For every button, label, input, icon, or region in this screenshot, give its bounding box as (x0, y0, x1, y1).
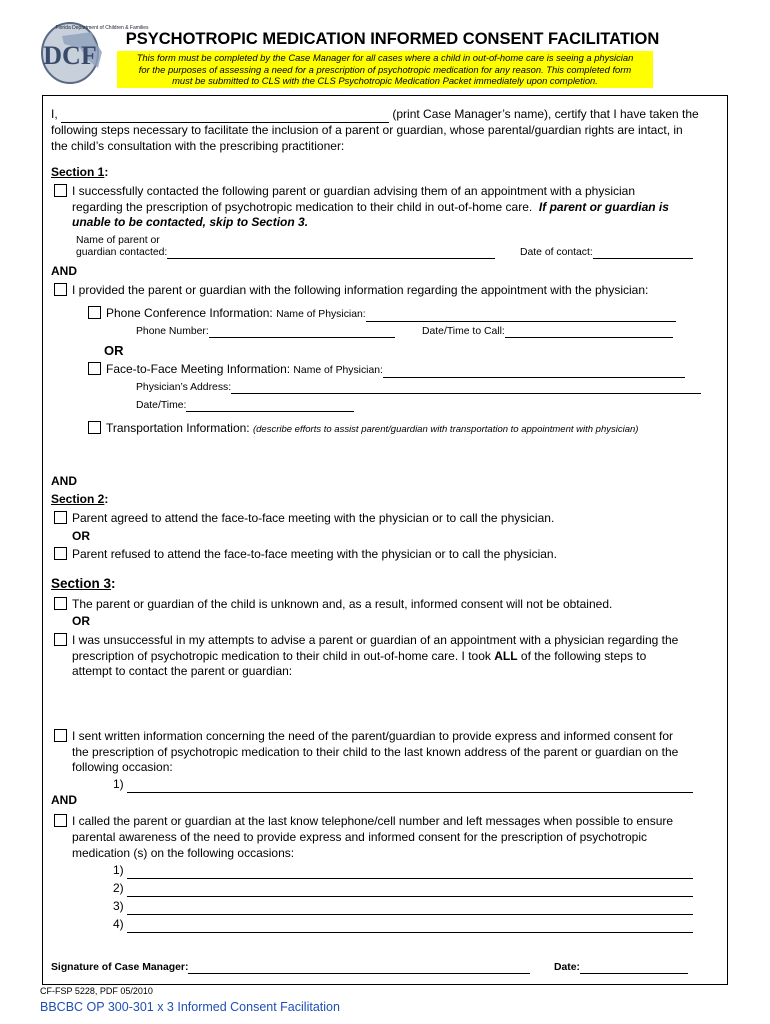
section2-heading: Section 2: (51, 492, 109, 506)
and-label: AND (51, 793, 77, 807)
and-label: AND (51, 474, 77, 488)
section1-contacted-checkbox[interactable] (54, 184, 67, 197)
called-text: I called the parent or guardian at the last know telephone/cell number and left messages when possible to ensure (72, 814, 674, 828)
call-occasion-row: 4) (113, 917, 693, 933)
signature-date-row: Date: (554, 962, 688, 974)
logo-text: Florida Department of Children & Families (55, 25, 149, 31)
physician-address-row: Physician’s Address: (136, 382, 701, 394)
datetime-field[interactable] (186, 400, 354, 412)
or-label: OR (72, 614, 90, 628)
face-to-face-checkbox[interactable] (88, 362, 101, 375)
call-occasion-row: 2) (113, 881, 693, 897)
section1-provided-text: I provided the parent or guardian with the following information regarding the appointment with the physician: (72, 283, 649, 297)
datetime-call-field[interactable] (505, 326, 673, 338)
written-info-text: I sent written information concerning the need of the parent/guardian to provide express and informed consent for (72, 729, 674, 743)
form-id: CF-FSP 5228, PDF 05/2010 (40, 986, 153, 996)
call-occasion-field[interactable] (127, 885, 693, 897)
section1-skip-note: unable to be contacted, skip to Section 3. (72, 215, 309, 229)
phone-number-field[interactable] (209, 326, 395, 338)
transportation-checkbox[interactable] (88, 421, 101, 434)
physician-address-field[interactable] (231, 382, 701, 394)
banner-line: This form must be completed by the Case Manager for all cases where a child in out-of-home care is seeing a physician (136, 52, 634, 63)
date-contact-row: Date of contact: (520, 247, 693, 259)
unsuccessful-checkbox[interactable] (54, 633, 67, 646)
intro-line2: following steps necessary to facilitate the inclusion of a parent or guardian, whose parental/guardian rights are intact, in (51, 123, 683, 137)
page-title: PSYCHOTROPIC MEDICATION INFORMED CONSENT FACILITATION (125, 30, 660, 48)
section1-heading: Section 1: (51, 165, 109, 179)
section1-contacted-text2: regarding the prescription of psychotropic medication to their child in out-of-home care. If parent or guardian is (72, 200, 669, 214)
parent-name-row: guardian contacted: (76, 247, 495, 259)
instructions-banner (117, 51, 653, 88)
or-label: OR (104, 343, 124, 358)
unsuccessful-text2: prescription of psychotropic medication to their child in out-of-home care. I took ALL of the following steps to (72, 649, 647, 663)
date-contact-field[interactable] (593, 247, 693, 259)
section1-provided-checkbox[interactable] (54, 283, 67, 296)
call-occasion-row: 3) (113, 899, 693, 915)
f2f-physician-field[interactable] (383, 366, 685, 378)
signature-field[interactable] (188, 962, 530, 974)
case-manager-name-field[interactable] (61, 111, 389, 123)
section3-heading: Section 3: (51, 576, 116, 591)
logo-letters: DCF (43, 41, 97, 70)
parent-refused-text: Parent refused to attend the face-to-face meeting with the physician or to call the physician. (72, 547, 557, 561)
parent-name-label: Name of parent or (76, 235, 160, 246)
called-checkbox[interactable] (54, 814, 67, 827)
signature-row: Signature of Case Manager: (51, 962, 530, 974)
call-occasion-row: 1) (113, 863, 693, 879)
guardian-unknown-text: The parent or guardian of the child is unknown and, as a result, informed consent will not be obtained. (72, 597, 613, 611)
written-occasion-field[interactable] (127, 781, 693, 793)
written-info-text2: the prescription of psychotropic medication to their child to the last known address of the parent or guardian on the (72, 745, 679, 759)
unsuccessful-text3: attempt to contact the parent or guardian: (72, 664, 293, 678)
banner-line: must be submitted to CLS with the CLS Psychotropic Medication Packet immediately upon completion. (172, 75, 598, 86)
face-to-face-row: Face-to-Face Meeting Information: Name of Physician: (106, 362, 685, 378)
or-label: OR (72, 529, 90, 543)
phone-conference-row: Phone Conference Information: Name of Physician: (106, 306, 676, 322)
phone-physician-field[interactable] (366, 310, 676, 322)
datetime-call-row: Date/Time to Call: (422, 326, 673, 338)
transportation-row: Transportation Information: (describe efforts to assist parent/guardian with transportation to appointment with physician) (106, 421, 639, 435)
phone-conference-checkbox[interactable] (88, 306, 101, 319)
written-info-text3: following occasion: (72, 760, 173, 774)
intro-line3: the child’s consultation with the prescribing practitioner: (51, 139, 345, 153)
call-occasion-field[interactable] (127, 903, 693, 915)
parent-refused-checkbox[interactable] (54, 547, 67, 560)
unsuccessful-text: I was unsuccessful in my attempts to advise a parent or guardian of an appointment with a physician regarding the (72, 633, 679, 647)
footer-link[interactable]: BBCBC OP 300-301 x 3 Informed Consent Facilitation (40, 1000, 340, 1014)
section1-contacted-text: I successfully contacted the following parent or guardian advising them of an appointment with a physician (72, 184, 635, 198)
parent-name-field[interactable] (167, 247, 495, 259)
dcf-logo (40, 18, 149, 88)
parent-agreed-checkbox[interactable] (54, 511, 67, 524)
written-info-checkbox[interactable] (54, 729, 67, 742)
banner-line: for the purposes of assessing a need for a prescription of psychotropic medication for any reason. This completed form (138, 63, 632, 75)
call-occasion-field[interactable] (127, 867, 693, 879)
intro-line1 (51, 107, 699, 123)
guardian-unknown-checkbox[interactable] (54, 597, 67, 610)
datetime-row: Date/Time: (136, 400, 354, 412)
called-text2: parental awareness of the need to provide express and informed consent for the prescription of psychotropic (72, 830, 647, 844)
parent-agreed-text: Parent agreed to attend the face-to-face meeting with the physician or to call the physician. (72, 511, 555, 525)
phone-number-row: Phone Number: (136, 326, 395, 338)
intro-prefix: I, (51, 107, 58, 121)
written-occasion-row: 1) (113, 777, 693, 793)
intro-text: (print Case Manager’s name), certify that I have taken the (392, 107, 699, 121)
call-occasion-field[interactable] (127, 921, 693, 933)
called-text3: medication (s) on the following occasions: (72, 846, 295, 860)
signature-date-field[interactable] (580, 962, 688, 974)
and-label: AND (51, 264, 77, 278)
